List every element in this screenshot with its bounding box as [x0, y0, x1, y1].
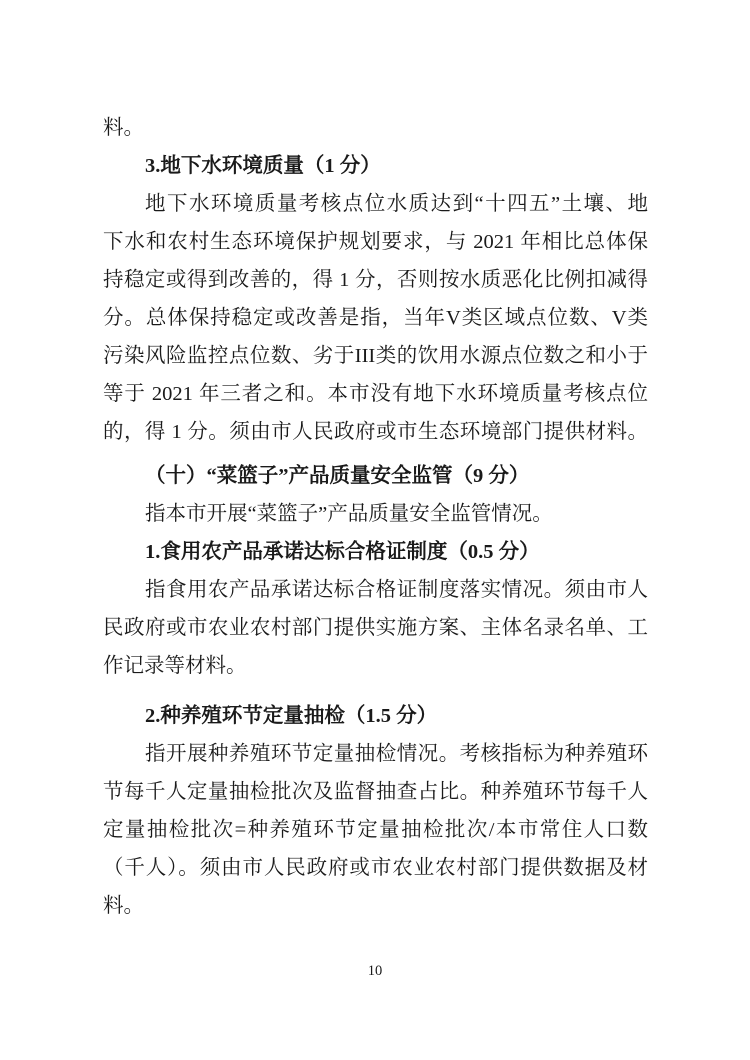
text-line: 指开展种养殖环节定量抽检情况。考核指标为种养殖环	[145, 743, 648, 765]
text-line: 定量抽检批次=种养殖环节定量抽检批次/本市常住人口数	[103, 819, 648, 841]
paragraph	[103, 495, 648, 533]
text-line: 2.种养殖环节定量抽检（1.5 分）	[145, 705, 438, 727]
section-heading	[103, 697, 648, 735]
text-line: 下水和农村生态环境保护规划要求，与 2021 年相比总体保	[103, 231, 648, 253]
text-line: （千人）。须由市人民政府或市农业农村部门提供数据及材	[103, 857, 648, 879]
paragraph	[103, 571, 648, 685]
paragraph	[103, 185, 648, 451]
paragraph	[103, 735, 648, 925]
text-line: 等于 2021 年三者之和。本市没有地下水环境质量考核点位	[103, 383, 648, 405]
text-line: 料。	[103, 895, 144, 917]
text-line: （十）“菜篮子”产品质量安全监管（9 分）	[145, 465, 530, 487]
text-line: 作记录等材料。	[103, 655, 247, 677]
section-heading	[103, 147, 648, 185]
text-line: 指食用农产品承诺达标合格证制度落实情况。须由市人	[145, 579, 648, 601]
text-line: 地下水环境质量考核点位水质达到“十四五”土壤、地	[145, 193, 648, 215]
text-line: 民政府或市农业农村部门提供实施方案、主体名录名单、工	[103, 617, 648, 639]
text-line: 的，得 1 分。须由市人民政府或市生态环境部门提供材料。	[103, 421, 648, 443]
text-line: 污染风险监控点位数、劣于III类的饮用水源点位数之和小于	[103, 345, 648, 367]
text-line: 料。	[103, 117, 144, 139]
text-line: 分。总体保持稳定或改善是指，当年V类区域点位数、V类	[103, 307, 648, 329]
section-heading	[103, 533, 648, 571]
text-line: 1.食用农产品承诺达标合格证制度（0.5 分）	[145, 541, 540, 563]
text-line: 持稳定或得到改善的，得 1 分，否则按水质恶化比例扣减得	[103, 269, 648, 291]
text-line: 节每千人定量抽检批次及监督抽查占比。种养殖环节每千人	[103, 781, 648, 803]
section-heading	[103, 457, 648, 495]
page-number: 10	[367, 963, 383, 979]
paragraph	[103, 109, 648, 147]
document-body	[103, 109, 648, 925]
text-line: 3.地下水环境质量（1 分）	[145, 155, 381, 177]
text-line: 指本市开展“菜篮子”产品质量安全监管情况。	[145, 503, 553, 525]
